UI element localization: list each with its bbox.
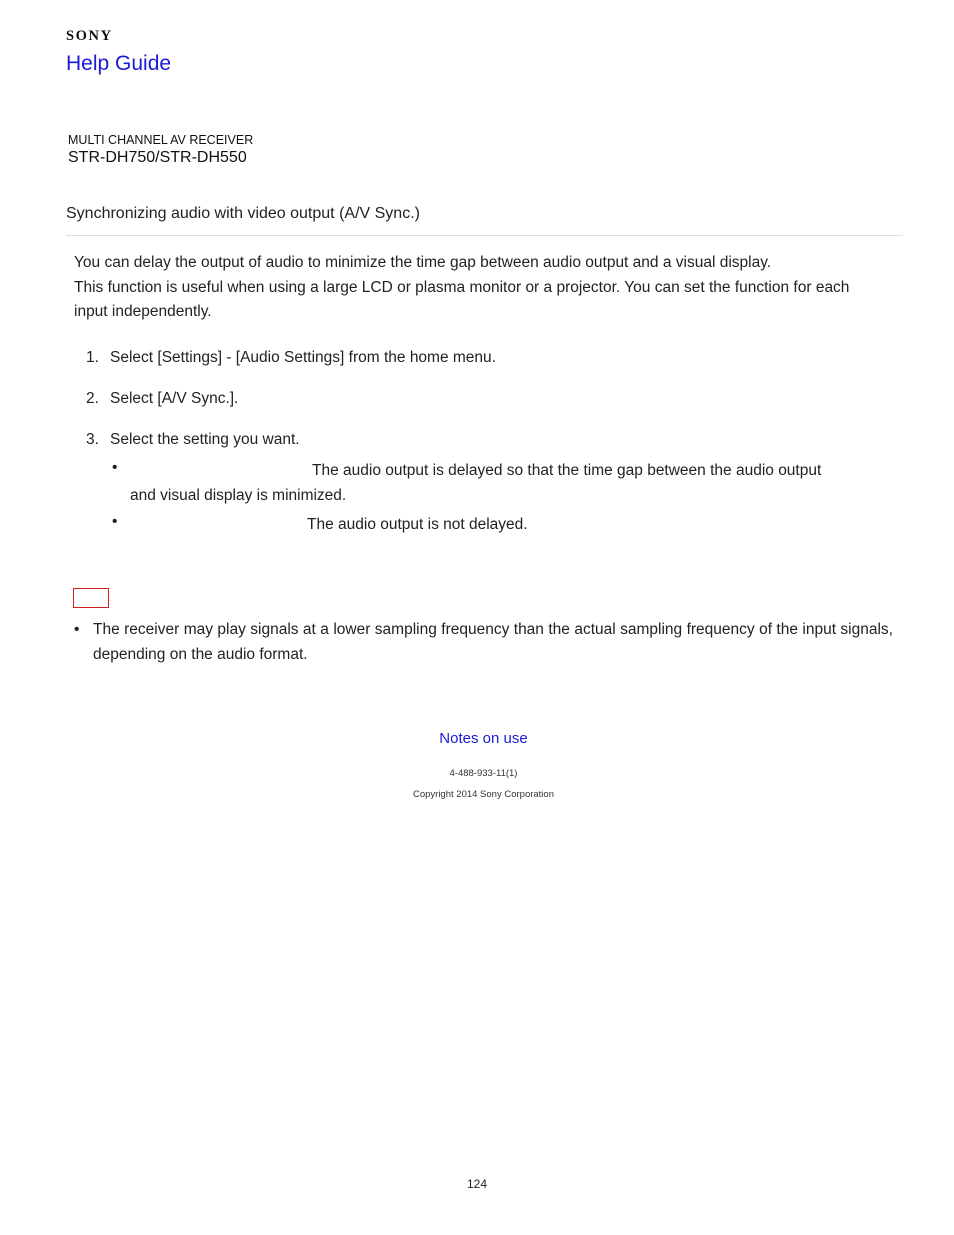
- step-text: Select [Settings] - [Audio Settings] from the home menu.: [110, 349, 496, 366]
- page-number: 124: [466, 1177, 488, 1191]
- notes-on-use-link[interactable]: Notes on use: [439, 730, 528, 747]
- bullet-icon: •: [74, 621, 80, 638]
- bullet-icon: •: [112, 513, 118, 530]
- step-text: Select the setting you want.: [110, 431, 300, 448]
- note-label-box: [73, 588, 109, 608]
- help-guide-link[interactable]: Help Guide: [66, 52, 172, 75]
- step-item: [86, 349, 496, 367]
- option-description: [130, 513, 890, 538]
- title-divider: [66, 235, 903, 236]
- option-text-continued: and visual display is minimized.: [130, 486, 347, 504]
- intro-paragraph: This function is useful when using a large LCD or plasma monitor or a projector. You can set the function for each input independently.: [74, 278, 850, 320]
- product-category: MULTI CHANNEL AV RECEIVER: [68, 133, 254, 147]
- document-code: 4-488-933-11(1): [449, 768, 518, 779]
- page-title: Synchronizing audio with video output (A/V Sync.): [66, 205, 420, 222]
- note-text: The receiver may play signals at a lower sampling frequency than the actual sampling frequency of the input signals, depending on the audio format.: [93, 621, 893, 663]
- product-model: STR-DH750/STR-DH550: [68, 149, 247, 166]
- step-number: 2.: [86, 390, 99, 407]
- step-number: 1.: [86, 349, 99, 366]
- option-description: [130, 459, 890, 508]
- option-text: The audio output is delayed so that the time gap between the audio output: [312, 462, 822, 479]
- step-item: [86, 390, 238, 408]
- step-text: Select [A/V Sync.].: [110, 390, 239, 407]
- step-item: [86, 431, 300, 449]
- option-text: The audio output is not delayed.: [307, 516, 528, 533]
- bullet-icon: •: [112, 459, 118, 476]
- sony-logo: SONY: [66, 28, 113, 44]
- intro-text: [74, 251, 874, 325]
- intro-paragraph: You can delay the output of audio to minimize the time gap between audio output and a visual display.: [74, 254, 772, 271]
- step-number: 3.: [86, 431, 99, 448]
- copyright: Copyright 2014 Sony Corporation: [412, 789, 554, 800]
